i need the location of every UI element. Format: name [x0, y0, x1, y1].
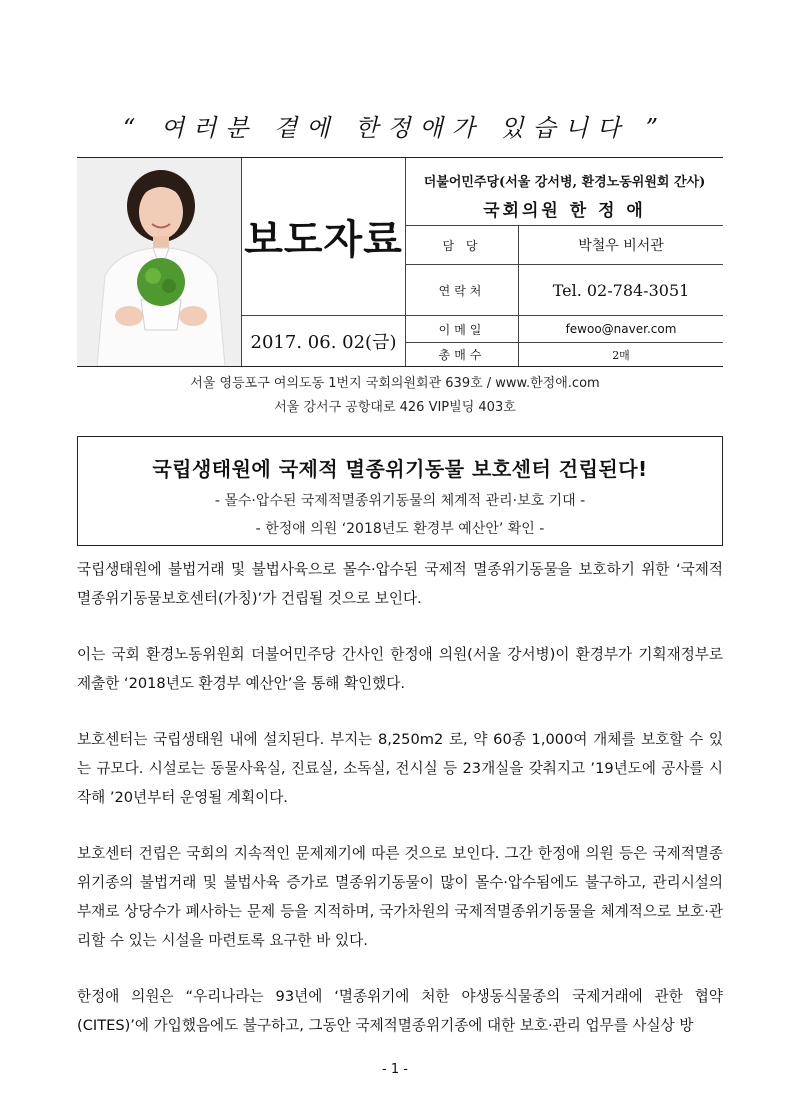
doc-title: 보도자료 [244, 217, 403, 263]
member-info [406, 158, 723, 226]
paragraph: 한정애 의원은 “우리나라는 93년에 ‘멸종위기에 처한 야생동식물종의 국제거래에 관한 협약(CITES)’에 가입했음에도 불구하고, 그동안 국제적멸종위기종에 대한 보호·관리 업무를 사실상 방 [77, 988, 723, 1034]
doc-title-cell [242, 158, 406, 316]
contact-row-staff [406, 226, 723, 265]
headline-box [77, 436, 723, 546]
slogan: “ 여러분 곁에 한정애가 있습니다 ” [122, 114, 668, 142]
office-address-2: 서울 강서구 공항대로 426 VIP빌딩 403호 [274, 400, 516, 415]
email-label: 이메일 [406, 316, 519, 342]
headline-subtitle-1: - 몰수·압수된 국제적멸종위기동물의 체계적 관리·보호 기대 - [214, 493, 586, 509]
member-name: 국회의원 한 정 애 [483, 201, 646, 221]
press-date: 2017. 06. 02(금) [242, 316, 406, 366]
paragraph: 이는 국회 환경노동위원회 더불어민주당 간사인 한정애 의원(서울 강서병)이 환경부가 기획재정부로 제출한 ‘2018년도 환경부 예산안’을 통해 확인했다. [77, 646, 723, 692]
press-header-table [77, 157, 723, 367]
paragraph: 보호센터는 국립생태원 내에 설치된다. 부지는 8,250m2 로, 약 60종 1,000여 개체를 보호할 수 있는 규모다. 시설로는 동물사육실, 진료실, 소독실, 전시실 등 23개실을 갖춰지고 ’19년도에 공사를 시작해 ’20년부터 운영될 계획이다. [77, 731, 723, 806]
email-value[interactable]: fewoo@naver.com [565, 322, 677, 336]
headline-subtitle-2: - 한정애 의원 ‘2018년도 환경부 예산안’ 확인 - [255, 521, 545, 537]
phone-value: Tel. 02-784-3051 [552, 280, 690, 300]
staff-label: 담 당 [406, 226, 519, 264]
phone-label: 연락처 [406, 265, 519, 315]
party-affiliation: 더불어민주당(서울 강서병, 환경노동위원회 간사) [423, 175, 706, 190]
member-photo [77, 158, 242, 366]
office-address-1: 서울 영등포구 여의도동 1번지 국회의원회관 639호 / www.한정애.com [190, 376, 600, 391]
paragraph: 보호센터 건립은 국회의 지속적인 문제제기에 따른 것으로 보인다. 그간 한정애 의원 등은 국제적멸종위기종의 불법거래 및 불법사육 증가로 멸종위기동물이 많이 몰수·압수됨에도 불구하고, 관리시설의 부재로 상당수가 폐사하는 문제 등을 지적하며, 국가차원의 국제적멸종위기동물을 체계적으로 보호·관리할 수 있는 시설을 마련토록 요구한 바 있다. [77, 845, 723, 949]
contact-row-phone [406, 265, 723, 316]
headline-title: 국립생태원에 국제적 멸종위기동물 보호센터 건립된다! [152, 457, 648, 481]
contact-row-email [406, 316, 723, 343]
pages-label: 총매수 [406, 343, 519, 366]
staff-value: 박철우 비서관 [578, 238, 664, 254]
contact-row-pages [406, 343, 723, 366]
article-body [77, 555, 723, 1067]
pages-value: 2매 [612, 348, 630, 362]
paragraph: 국립생태원에 불법거래 및 불법사육으로 몰수·압수된 국제적 멸종위기동물을 보호하기 위한 ‘국제적 멸종위기동물보호센터(가칭)’가 건립될 것으로 보인다. [77, 561, 723, 607]
page-number: - 1 - [382, 1062, 408, 1077]
